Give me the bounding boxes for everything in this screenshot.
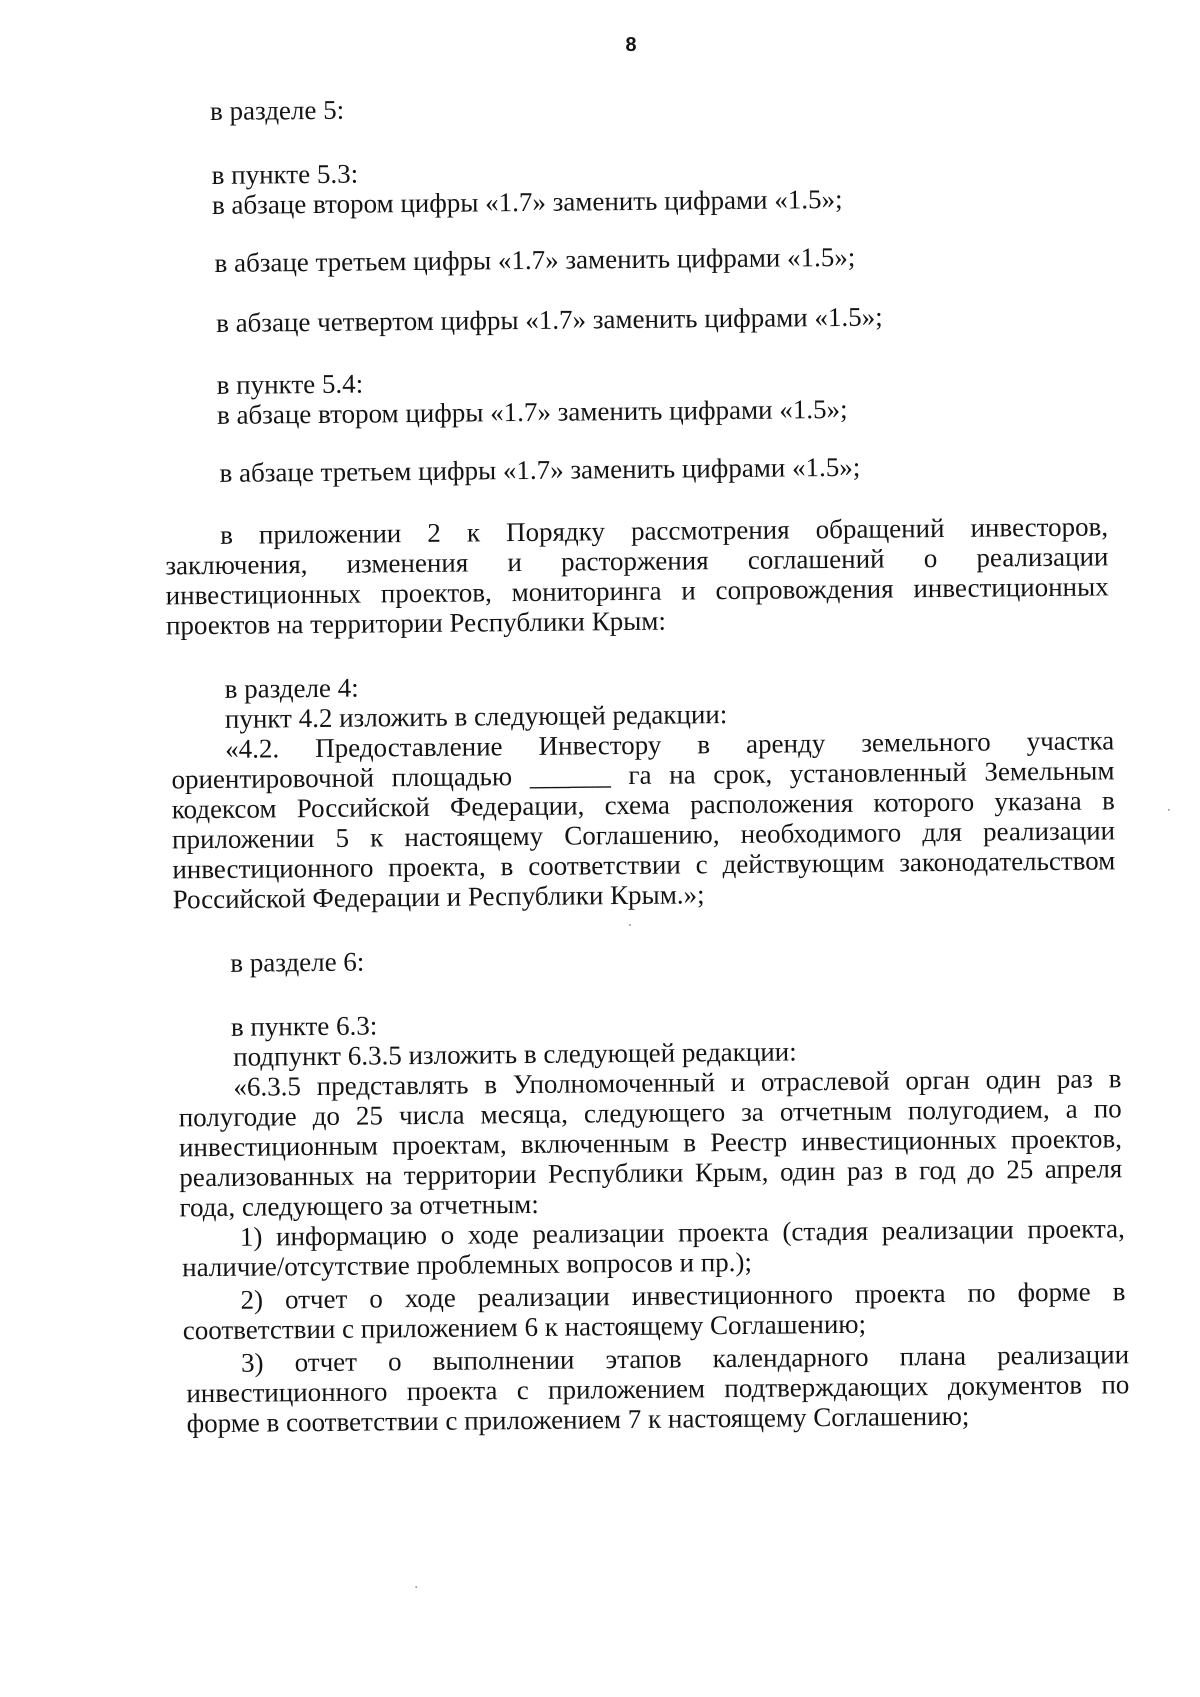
item-2-line-2: соответствии с приложением 6 к настоящему Соглашению;: [182, 1308, 867, 1346]
subpoint-6-3-5-line-2: полугодие до 25 числа месяца, следующего за отчетным полугодием, а по: [178, 1093, 1122, 1133]
point-4-2-line-3: кодексом Российской Федерации, схема расположения которого указана в: [171, 785, 1115, 825]
appendix-2-line-4: проектов на территории Республики Крым:: [165, 605, 667, 641]
item-1-line-1: 1) информацию о ходе реализации проекта (стадия реализации проекта,: [239, 1213, 1125, 1252]
scan-speck: [415, 1586, 417, 1588]
appendix-2-line-1: в приложении 2 к Порядку рассмотрения обращений инвесторов,: [220, 511, 1109, 550]
appendix-2-line-3: инвестиционных проектов, мониторинга и сопровождения инвестиционных: [165, 571, 1109, 611]
point-5-4-paragraph-2: в абзаце втором цифры «1.7» заменить цифрами «1.5»;: [216, 393, 848, 430]
page-number: 8: [625, 33, 637, 56]
point-6-3-heading: в пункте 6.3:: [230, 1010, 378, 1042]
subpoint-6-3-5-line-3: инвестиционным проектам, включенным в Реестр инвестиционных проектов,: [178, 1123, 1123, 1163]
subpoint-6-3-5-intro: подпункт 6.3.5 изложить в следующей редакции:: [233, 1036, 797, 1072]
scan-speck: [1168, 809, 1170, 811]
point-5-3-paragraph-3: в абзаце третьем цифры «1.7» заменить цифрами «1.5»;: [214, 241, 856, 278]
item-2-line-1: 2) отчет о ходе реализации инвестиционного проекта по форме в: [240, 1276, 1126, 1315]
section-6-heading: в разделе 6:: [230, 946, 365, 978]
item-1-line-2: наличие/отсутствие проблемных вопросов и пр.);: [182, 1246, 753, 1283]
point-5-4-paragraph-3: в абзаце третьем цифры «1.7» заменить цифрами «1.5»;: [219, 451, 861, 488]
point-4-2-line-5: инвестиционного проекта, в соответствии с действующим законодательством: [172, 845, 1116, 885]
item-3-line-3: форме в соответствии с приложением 7 к настоящему Соглашению;: [186, 1400, 970, 1439]
point-4-2-line-1: «4.2. Предоставление Инвестору в аренду земельного участка: [225, 725, 1115, 764]
section-4-heading: в разделе 4:: [224, 672, 359, 704]
subpoint-6-3-5-line-4: реализованных на территории Республики Крым, один раз в год до 25 апреля: [179, 1153, 1123, 1193]
appendix-2-line-2: заключения, изменения и расторжения соглашений о реализации: [165, 541, 1109, 581]
section-5-heading: в разделе 5:: [209, 94, 345, 126]
point-5-3-paragraph-4: в абзаце четвертом цифры «1.7» заменить цифрами «1.5»;: [215, 301, 883, 338]
point-4-2-line-4: приложении 5 к настоящему Соглашению, необходимого для реализации: [171, 815, 1116, 855]
subpoint-6-3-5-line-5: года, следующего за отчетным:: [179, 1188, 539, 1223]
point-4-2-line-6: Российской Федерации и Республики Крым.»;: [172, 879, 705, 915]
point-5-4-heading: в пункте 5.4:: [216, 368, 364, 400]
point-4-2-intro: пункт 4.2 изложить в следующей редакции:: [224, 699, 728, 734]
item-3-line-1: 3) отчет о выполнении этапов календарного плана реализации: [240, 1339, 1130, 1378]
subpoint-6-3-5-line-1: «6.3.5 представлять в Уполномоченный и отраслевой орган один раз в: [233, 1063, 1122, 1102]
item-3-line-2: инвестиционного проекта с приложением подтверждающих документов по: [186, 1369, 1130, 1409]
point-5-3-heading: в пункте 5.3:: [211, 158, 359, 190]
point-5-3-paragraph-2: в абзаце втором цифры «1.7» заменить цифрами «1.5»;: [211, 183, 843, 220]
point-4-2-line-2: ориентировочной площадью ______ га на срок, установленный Земельным: [171, 755, 1115, 795]
scan-speck: [629, 924, 631, 926]
